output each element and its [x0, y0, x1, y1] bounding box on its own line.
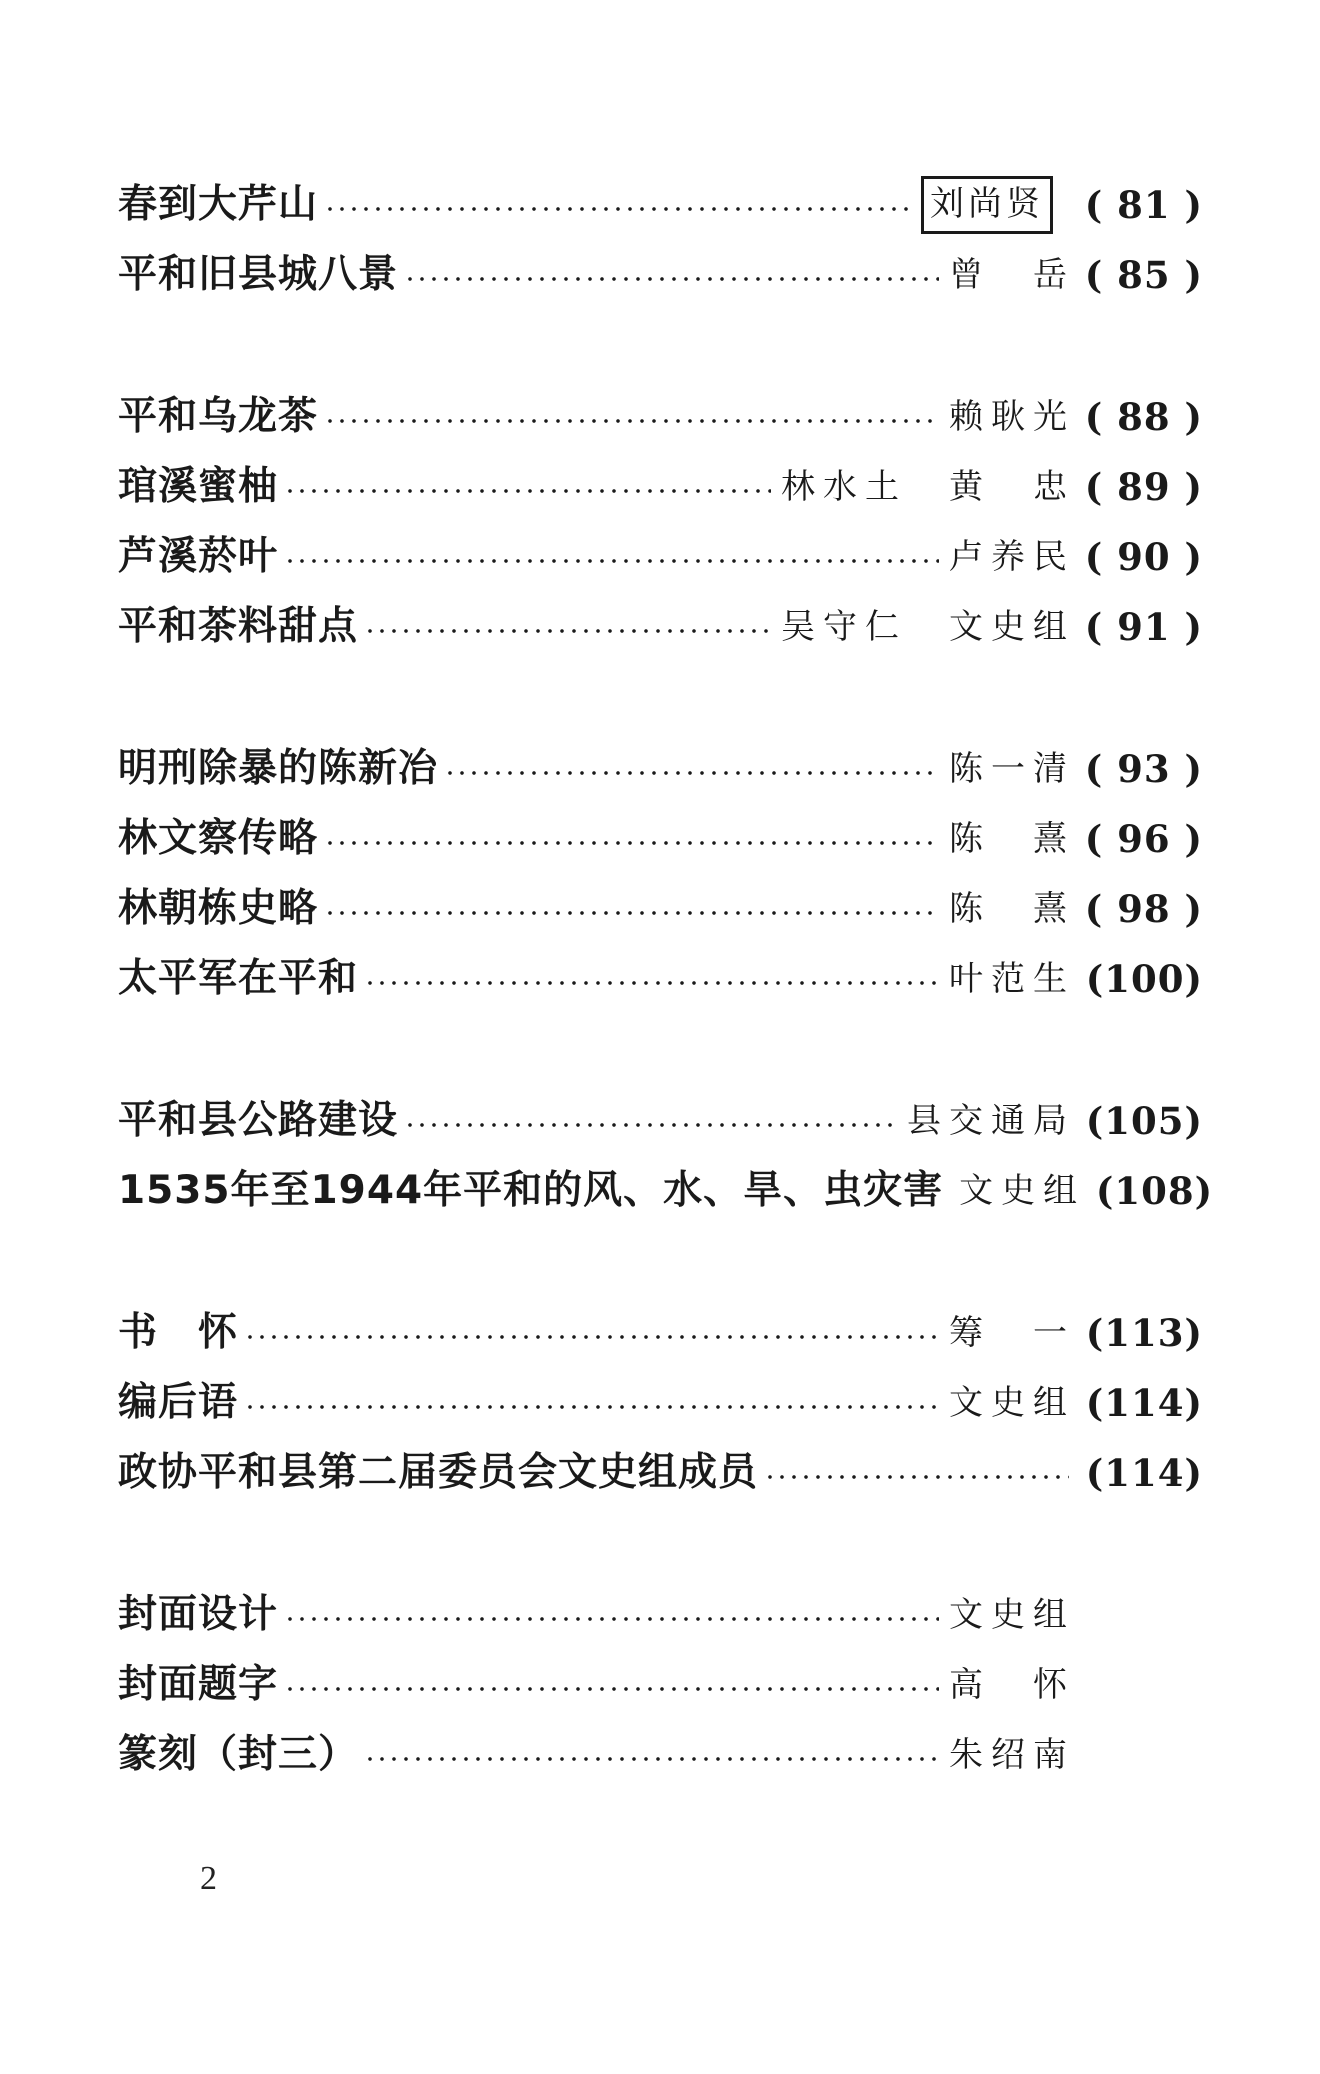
- dot-leader: [324, 207, 911, 211]
- toc-entry[interactable]: [118, 522, 1203, 592]
- entry-page: (113): [1085, 1311, 1203, 1355]
- entry-author: 赖耿光: [949, 397, 1075, 437]
- toc-entry[interactable]: [118, 1438, 1203, 1508]
- entry-page: (100): [1085, 957, 1203, 1001]
- toc-entry[interactable]: [118, 734, 1203, 804]
- entry-title: 平和乌龙茶: [118, 394, 319, 439]
- toc-entry[interactable]: [118, 1650, 1203, 1720]
- dot-leader: [284, 1687, 939, 1691]
- entry-title: 书 怀: [118, 1310, 239, 1355]
- entry-author: 曾 岳: [949, 255, 1075, 295]
- entry-author: 卢养民: [949, 537, 1075, 577]
- toc-group: [118, 382, 1203, 662]
- entry-title: 封面设计: [118, 1592, 279, 1637]
- dot-leader: [364, 629, 771, 633]
- entry-author: 刘尚贤: [921, 176, 1053, 234]
- dot-leader: [284, 489, 771, 493]
- toc-entry[interactable]: [118, 1368, 1203, 1438]
- dot-leader: [364, 1757, 939, 1761]
- toc-group: [118, 1580, 1203, 1790]
- dot-leader: [244, 1335, 939, 1339]
- entry-author: 县交通局: [907, 1101, 1075, 1141]
- entry-title: 平和茶料甜点: [118, 604, 359, 649]
- entry-author: 筹 一: [949, 1313, 1075, 1353]
- toc-entry[interactable]: [118, 382, 1203, 452]
- toc-group: [118, 1086, 1214, 1226]
- dot-leader: [404, 277, 939, 281]
- toc-entry[interactable]: [118, 874, 1203, 944]
- entry-author: 叶范生: [949, 959, 1075, 999]
- dot-leader: [244, 1405, 939, 1409]
- toc-group: [118, 1298, 1203, 1508]
- toc-entry[interactable]: [118, 1720, 1203, 1790]
- entry-title: 政协平和县第二届委员会文史组成员: [118, 1450, 759, 1495]
- entry-author: 文史组: [949, 1595, 1075, 1635]
- dot-leader: [284, 559, 939, 563]
- toc-group: [118, 734, 1203, 1014]
- entry-page: ( 96 ): [1084, 817, 1203, 861]
- entry-title: 篆刻（封三）: [118, 1732, 359, 1777]
- entry-page: ( 91 ): [1084, 605, 1203, 649]
- entry-page: (114): [1085, 1381, 1203, 1425]
- toc-entry[interactable]: [118, 1580, 1203, 1650]
- entry-title: 封面题字: [118, 1662, 279, 1707]
- entry-page: ( 89 ): [1084, 465, 1203, 509]
- dot-leader: [324, 911, 939, 915]
- toc-entry[interactable]: [118, 170, 1203, 240]
- entry-title: 编后语: [118, 1380, 239, 1425]
- entry-author: 文史组: [949, 1383, 1075, 1423]
- entry-title: 琯溪蜜柚: [118, 464, 279, 509]
- toc-entry[interactable]: [118, 1156, 1214, 1226]
- page-number: 2: [200, 1860, 217, 1897]
- toc-entry[interactable]: [118, 944, 1203, 1014]
- entry-page: ( 88 ): [1084, 395, 1203, 439]
- toc-entry[interactable]: [118, 804, 1203, 874]
- toc-group: [118, 170, 1203, 310]
- entry-title: 1535年至1944年平和的风、水、旱、虫灾害: [118, 1168, 944, 1213]
- entry-author: 陈一清: [949, 749, 1075, 789]
- entry-page: (105): [1085, 1099, 1203, 1143]
- entry-title: 明刑除暴的陈新冶: [118, 746, 439, 791]
- entry-title: 芦溪菸叶: [118, 534, 279, 579]
- toc-entry[interactable]: [118, 1298, 1203, 1368]
- entry-author: 林水土 黄 忠: [781, 467, 1075, 507]
- dot-leader: [364, 981, 939, 985]
- entry-page: (114): [1085, 1451, 1203, 1495]
- toc-entry[interactable]: [118, 1086, 1203, 1156]
- dot-leader: [284, 1617, 939, 1621]
- table-of-contents: [118, 170, 1214, 1790]
- entry-page: ( 93 ): [1084, 747, 1203, 791]
- dot-leader: [444, 771, 939, 775]
- entry-title: 太平军在平和: [118, 956, 359, 1001]
- dot-leader: [324, 419, 939, 423]
- toc-entry[interactable]: [118, 452, 1203, 522]
- toc-entry[interactable]: [118, 240, 1203, 310]
- dot-leader: [324, 841, 939, 845]
- dot-leader: [404, 1123, 897, 1127]
- entry-author: 陈 熹: [949, 889, 1075, 929]
- entry-title: 平和县公路建设: [118, 1098, 399, 1143]
- entry-page: ( 81 ): [1084, 183, 1203, 227]
- entry-title: 林朝栋史略: [118, 886, 319, 931]
- entry-page: ( 98 ): [1084, 887, 1203, 931]
- entry-author: 文史组: [959, 1171, 1086, 1211]
- entry-author: 陈 熹: [949, 819, 1075, 859]
- entry-page: ( 85 ): [1084, 253, 1203, 297]
- entry-page: ( 90 ): [1084, 535, 1203, 579]
- entry-page: (108): [1095, 1169, 1214, 1213]
- dot-leader: [764, 1475, 1069, 1479]
- entry-author: 朱绍南: [949, 1735, 1075, 1775]
- entry-title: 春到大芹山: [118, 182, 319, 227]
- entry-title: 平和旧县城八景: [118, 252, 399, 297]
- entry-title: 林文察传略: [118, 816, 319, 861]
- toc-entry[interactable]: [118, 592, 1203, 662]
- entry-author: 高 怀: [949, 1665, 1075, 1705]
- entry-author: 吴守仁 文史组: [781, 607, 1075, 647]
